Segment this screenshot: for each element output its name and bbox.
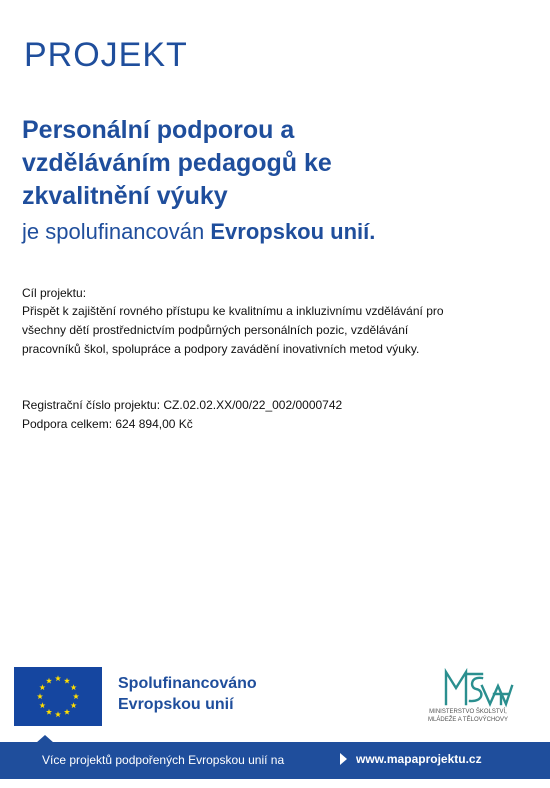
page-heading: PROJEKT [24, 36, 188, 74]
eu-star-icon [55, 675, 61, 681]
goal-line: Přispět k zajištění rovného přístupu ke kvalitnímu a inkluzivnímu vzdělávání pro [22, 304, 444, 318]
eu-star-icon [46, 678, 52, 684]
goal-line: všechny dětí prostřednictvím podpůrných personálních pozic, vzdělávání [22, 323, 409, 337]
eu-star-icon [46, 709, 52, 715]
cofinance-statement [22, 219, 375, 245]
cofunded-line: Spolufinancováno [118, 675, 257, 692]
eu-star-icon [37, 693, 43, 699]
title-line: zkvalitnění výuky [22, 182, 228, 210]
goal-label: Cíl projektu: [22, 286, 87, 300]
cofunded-label [118, 673, 257, 715]
eu-flag-icon [14, 667, 102, 726]
goal-text [22, 302, 522, 359]
goal-line: pracovníků škol, spolupráce a podpory zavádění inovativních metod výuky. [22, 342, 420, 356]
title-line: vzděláváním pedagogů ke [22, 149, 332, 177]
eu-star-icon [55, 711, 61, 717]
eu-star-icon [71, 684, 77, 690]
cofunded-line: Evropskou unií [118, 696, 234, 713]
title-line: Personální podporou a [22, 116, 295, 144]
eu-star-icon [64, 709, 70, 715]
arrow-right-icon [340, 753, 347, 765]
total-support: Podpora celkem: 624 894,00 Kč [22, 417, 193, 431]
eu-star-icon [71, 702, 77, 708]
ministry-line: MLÁDEŽE A TĚLOVÝCHOVY [428, 717, 508, 723]
ministry-line: MINISTERSTVO ŠKOLSTVÍ, [429, 709, 507, 715]
eu-star-icon [39, 702, 45, 708]
cofinance-eu: Evropskou unií. [210, 219, 376, 244]
banner-url-link[interactable]: www.mapaprojektu.cz [356, 752, 482, 766]
eu-star-icon [73, 693, 79, 699]
project-title [22, 114, 522, 213]
eu-star-icon [39, 684, 45, 690]
registration-number: Registrační číslo projektu: CZ.02.02.XX/00/22_002/0000742 [22, 398, 343, 412]
cofinance-prefix: je spolufinancován [22, 219, 211, 244]
banner-text: Více projektů podpořených Evropskou unií na [42, 753, 285, 767]
ministry-caption [396, 708, 540, 724]
eu-star-icon [64, 678, 70, 684]
